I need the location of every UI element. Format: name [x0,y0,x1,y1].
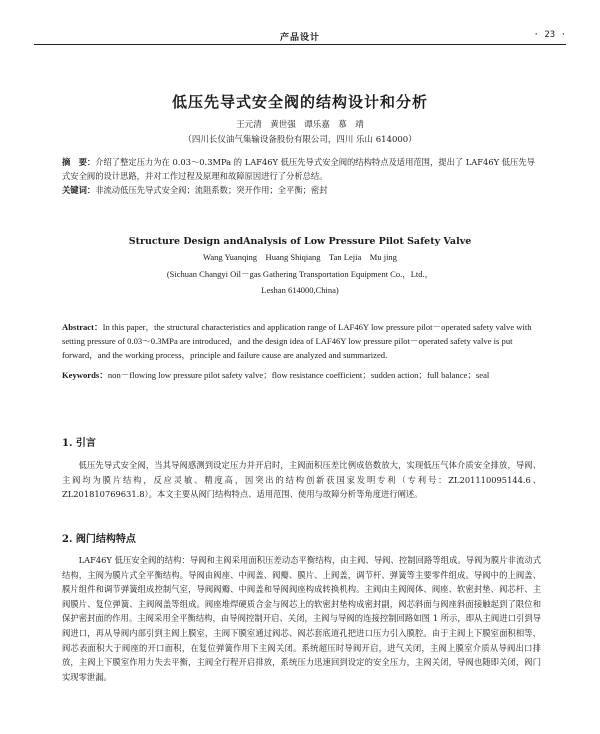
affiliation-en-line2: Leshan 614000,China) [261,285,339,295]
abstract-cn: 介绍了整定压力为在 0.03～0.3MPa 的 LAF46Y 低压先导式安全阀的结构特点及适用范围，提出了 LAF46Y 低压先导式安全阀的设计思路，并对工作过程及原理和故障原因进行了分析总结。 [62,157,535,181]
page-number: · 23 · [533,30,566,40]
keywords-cn: 非流动低压先导式安全阀；流阻系数；突开作用；全平衡；密封 [95,185,328,195]
section-heading-intro: 1. 引言 [62,438,96,449]
authors-cn: 王元清 黄世强 谭乐嘉 慕 靖 [236,120,364,130]
authors-en: Wang Yuanqing Huang Shiqiang Tan Lejia Mu jing [203,252,397,262]
title-cn: 低压先导式安全阀的结构设计和分析 [171,93,428,111]
journal-section: 产品设计 [279,33,320,43]
keywords-label-cn: 关键词： [62,185,96,195]
abstract-cn-block [62,155,541,197]
keywords-en: non－flowing low pressure pilot safety valve；flow resistance coefficient；sudden action；full balance；seal [107,370,490,380]
title-en: Structure Design andAnalysis of Low Pressure Pilot Safety Valve [128,236,472,247]
section-body-structure [62,553,541,684]
affiliation-en-line1: (Sichuan Changyi Oil－gas Gathering Transportation Equipment Co.，Ltd.， [166,269,434,279]
affiliation-cn: （四川长仪油气集输设备股份有限公司，四川 乐山 614000） [183,135,417,145]
paragraph: LAF46Y 低压安全阀的结构：导阀和主阀采用面积压差动态平衡结构，由主阀、导阀、控制回路等组成。导阀为膜片非流动式结构，主阀为膜片式全平衡结构。导阀由阀座、中阀盖、阀瓣、膜片、上阀盖，调节杆、弹簧等主要零件组成。导阀中的上阀盖、膜片组件和调节弹簧组成控制气室，导阀阀瓣、中阀盖和导阀阀座构成转换机构。主阀由主阀阀体、阀座、软密封垫、阀芯杆、主阀膜片、复位弹簧、主阀阀盖等组成。阀座堆焊硬质合金与阀芯上的软密封垫构成密封副，阀芯斜面与阀座斜面接触起到了限位和保护密封面的作用。主阀采用全平衡结构，由导阀控制开启、关闭，主阀与导阀的连接控制回路如图 1 所示，即从主阀进口引到导阀进口，再从导阀内部引到主阀上膜室，主阀下膜室通过阀芯、阀芯套底道孔把进口压力引入膜腔。由于主阀上下膜室面积相等，阀芯表面积大于阀座的开口面积，在复位弹簧作用下主阀关闭。系统超压时导阀开启，进气关闭，主阀上膜室介质从导阀出口排放，主阀上下膜室作用力失去平衡，主阀全行程开启排放，系统压力迅速回到设定的安全压力，主阀关闭，导阀也随即关闭，阀门实现零泄漏。 [62,555,541,682]
keywords-label-en: Keywords： [62,370,108,380]
abstract-label-en: Abstract： [62,322,103,332]
abstract-en: In this paper，the structural characteristics and application range of LAF46Y low pressure pilot－operated safety valve with setting pressure of 0.03～0.3MPa are introduced，and the design idea of LAF46Y low pressure pilot－operated safety valve is put forward，and the working process，principle and failure cause are analyzed and summarized. [62,322,532,360]
paragraph: 低压先导式安全阀，当其导阀感测到设定压力并开启时，主阀面积压差比例成倍数放大，实现低压气体介质安全排放，导阀、主阀均为膜片结构，反应灵敏、精度高，因突出的结构创新获国家发明专利（专利号：ZL201110095144.6、ZL201810769631.8）。本文主要从阀门结构特点、适用范围、使用与故障分析等角度进行阐述。 [62,460,541,500]
abstract-label-cn: 摘 要： [62,157,96,167]
abstract-en-block [62,320,541,382]
section-body-intro [62,458,541,502]
running-header [34,30,566,45]
section-heading-structure: 2. 阀门结构特点 [62,534,136,545]
